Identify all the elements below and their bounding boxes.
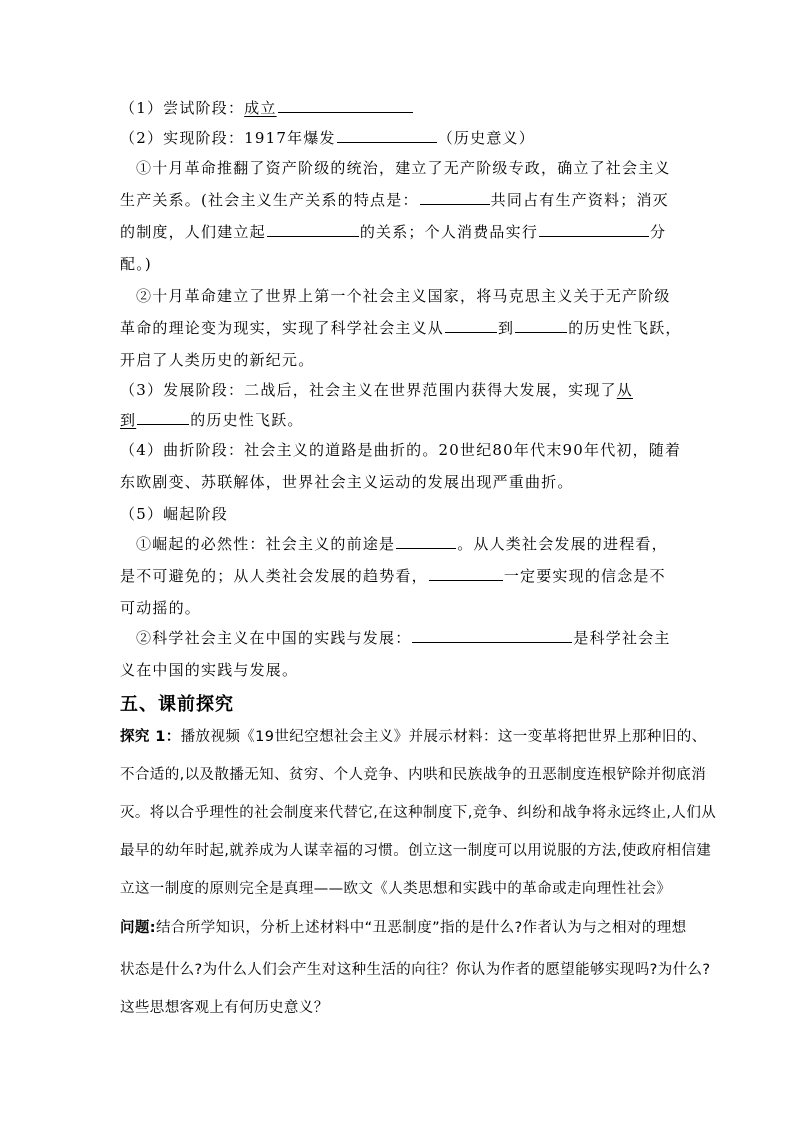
p3-text: 是不可避免的；从人类社会发展的趋势看， [120, 567, 428, 585]
item5-label: （5）崛起阶段 [120, 505, 228, 523]
p4-text: ②科学社会主义在中国的实践与发展： [136, 629, 412, 647]
question-label: 问题: [120, 920, 156, 936]
p3-line2 [120, 566, 680, 586]
p3-text: ①崛起的必然性：社会主义的前途是 [136, 535, 396, 553]
item2-line [120, 128, 680, 148]
p3-text: 一定要实现的信念是不 [503, 567, 666, 585]
item3-line1 [120, 380, 680, 400]
p2-text: 革命的理论变为现实，实现了科学社会主义从 [120, 319, 445, 337]
blank [429, 566, 503, 581]
p3-line1 [136, 534, 696, 554]
item1-line [120, 98, 680, 118]
p4-line2: 义在中国的实践与发展。 [120, 661, 299, 679]
p1-text: 生产关系。(社会主义生产关系的特点是： [120, 191, 419, 209]
item1-label: （1）尝试阶段： [120, 99, 245, 117]
question-line2: 状态是什么?为什么人们会产生对这种生活的向往？你认为作者的愿望能够实现吗?为什么? [120, 962, 711, 978]
p1-text: 共同占有生产资料；消灭 [490, 191, 669, 209]
material-line2: 不合适的,以及散播无知、贫穷、个人竞争、内哄和民族战争的丑恶制度连根铲除并彻底消 [120, 767, 707, 783]
p1-line4: 配。) [120, 255, 152, 273]
question-text: 结合所学知识，分析上述材料中“丑恶制度”指的是什么?作者认为与之相对的理想 [156, 920, 687, 936]
p3-line3: 可动摇的。 [120, 599, 202, 617]
p2-line3: 开启了人类历史的新纪元。 [120, 351, 315, 369]
blank [278, 98, 413, 113]
blank [412, 628, 572, 643]
p4-line1 [136, 628, 696, 648]
material-line4: 最早的幼年时起,就养成为人谋幸福的习惯。创立这一制度可以用说服的方法,使政府相信建 [120, 843, 712, 859]
material-line5: 立这一制度的原则完全是真理——欧文《人类思想和实践中的革命或走向理性社会》 [120, 881, 672, 897]
material-line3: 灭。将以合乎理性的社会制度来代替它,在这种制度下,竞争、纠纷和战争将永远终止,人们从 [120, 805, 717, 821]
item3-text: 的历史性飞跃。 [190, 411, 304, 429]
blank [515, 318, 567, 333]
p1-text: 的制度，人们建立起 [120, 223, 266, 241]
item2-label: （2）实现阶段：1917年爆发 [120, 129, 336, 147]
item3-text: 从 [616, 381, 633, 399]
question-line1 [120, 918, 687, 938]
p1-line3 [120, 222, 680, 242]
blank [420, 190, 490, 205]
blank [539, 222, 649, 237]
p1-line1: ①十月革命推翻了资产阶级的统治，建立了无产阶级专政，确立了社会主义 [136, 159, 671, 177]
p2-line2 [120, 318, 680, 338]
item4-line1: （4）曲折阶段：社会主义的道路是曲折的。20世纪80年代末90年代初，随着 [120, 441, 682, 459]
item3-text: 到 [120, 411, 137, 429]
section-heading: 五、课前探究 [120, 694, 234, 715]
blank [137, 410, 189, 425]
material-line1 [120, 727, 707, 747]
blank [267, 222, 359, 237]
item1-answer: 成立 [244, 99, 277, 117]
explore-label: 探究 1： [120, 729, 181, 745]
item2-suffix: （历史意义） [437, 129, 535, 147]
blank [445, 318, 497, 333]
p2-text: 的历史性飞跃， [568, 319, 682, 337]
p1-text: 分 [650, 223, 667, 241]
item3-text: （3）发展阶段：二战后，社会主义在世界范围内获得大发展，实现了 [120, 381, 617, 399]
p4-text: 是科学社会主 [573, 629, 671, 647]
p2-text: 到 [498, 319, 515, 337]
p1-line2 [120, 190, 680, 210]
blank [396, 534, 456, 549]
item4-line2: 东欧剧变、苏联解体，世界社会主义运动的发展出现严重曲折。 [120, 473, 574, 491]
item3-line2 [120, 410, 680, 430]
p1-text: 的关系；个人消费品实行 [359, 223, 539, 241]
blank [337, 128, 437, 143]
p3-text: 。从人类社会发展的进程看， [457, 535, 668, 553]
p2-line1: ②十月革命建立了世界上第一个社会主义国家，将马克思主义关于无产阶级 [136, 287, 671, 305]
material-text: 播放视频《19世纪空想社会主义》并展示材料：这一变革将把世界上那种旧的、 [180, 729, 707, 745]
question-line3: 这些思想客观上有何历史意义？ [120, 1000, 329, 1016]
